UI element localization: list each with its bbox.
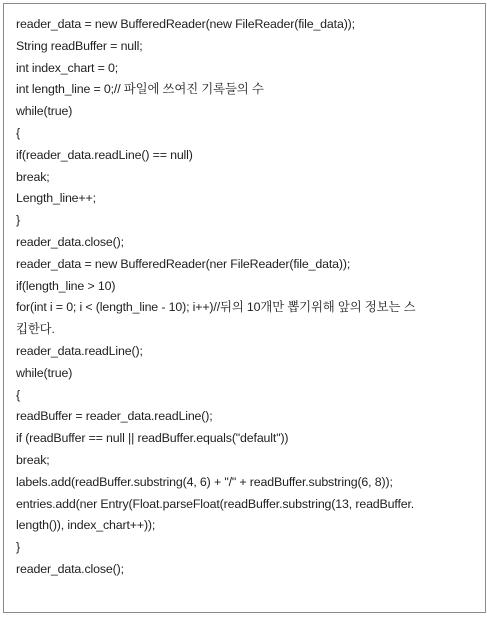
code-line-8: break; [16,169,50,184]
code-line-14: for(int i = 0; i < (length_line - 10); i++)//뒤의 10개만 뽑기위해 앞의 정보는 스 [16,300,416,315]
code-line-12: reader_data = new BufferedReader(ner FileReader(file_data)); [16,256,351,271]
code-line-9: Length_line++; [16,191,96,206]
code-line-16: reader_data.readLine(); [16,343,143,358]
code-listing-box [3,3,486,613]
code-line-21: break; [16,452,50,467]
code-line-23: entries.add(ner Entry(Float.parseFloat(readBuffer.substring(13, readBuffer. [16,496,415,511]
code-line-17: while(true) [16,365,73,380]
code-line-20: if (readBuffer == null || readBuffer.equals("default")) [16,431,289,446]
code-line-26: reader_data.close(); [16,561,124,576]
code-line-15: 킵한다. [16,322,55,337]
code-line-10: } [16,213,20,228]
code-line-22: labels.add(readBuffer.substring(4, 6) + "/" + readBuffer.substring(6, 8)); [16,474,393,489]
code-line-1: reader_data = new BufferedReader(new FileReader(file_data)); [16,17,355,31]
code-line-19: readBuffer = reader_data.readLine(); [16,409,213,424]
code-line-3: int index_chart = 0; [16,60,119,75]
code-line-11: reader_data.close(); [16,234,124,249]
code-line-25: } [16,540,20,555]
code-line-5: while(true) [16,104,73,119]
code-line-6: { [16,125,20,140]
code-line-7: if(reader_data.readLine() == null) [16,147,193,162]
code-line-18: { [16,387,20,402]
code-line-24: length()), index_chart++)); [16,518,156,533]
code-line-4: int length_line = 0;// 파일에 쓰여진 기록들의 수 [16,82,264,97]
code-line-2: String readBuffer = null; [16,38,143,53]
code-line-13: if(length_line > 10) [16,278,116,293]
